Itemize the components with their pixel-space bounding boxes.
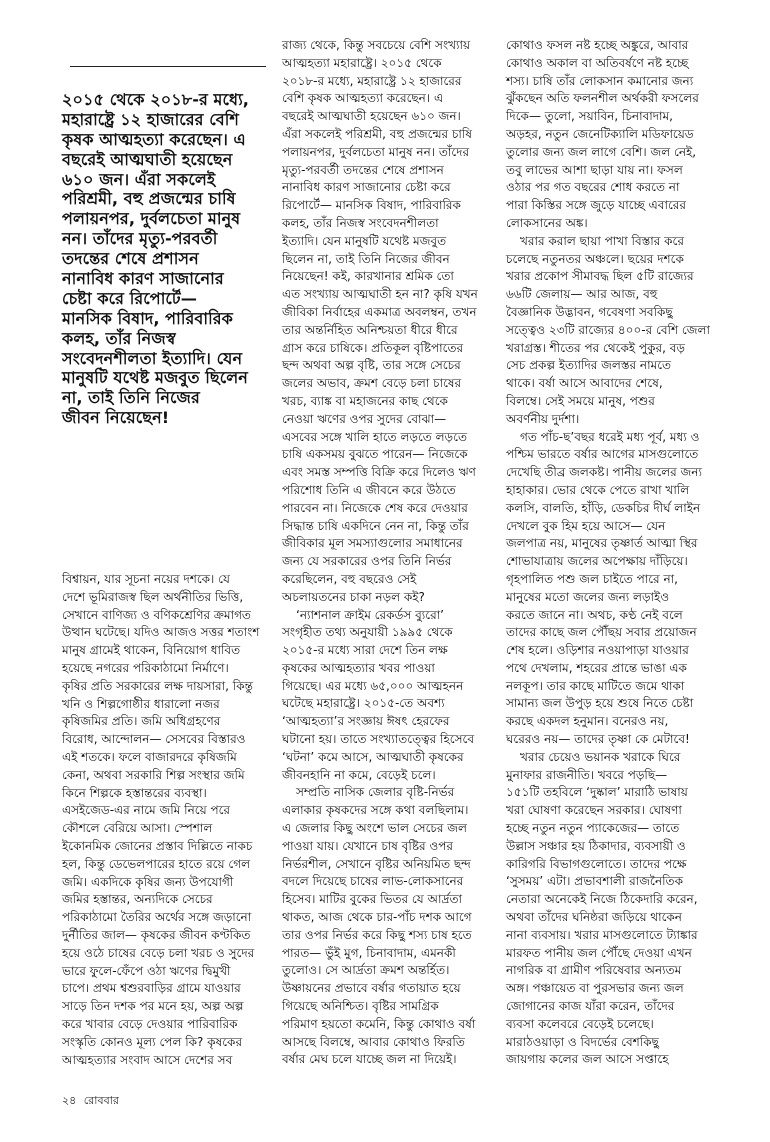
text-line: রিপোর্টে— মানসিক বিষাদ, পারিবারিক [282, 198, 461, 213]
text-line: দুর্নীতির জাল— কৃষকের জীবন কণ্টকিত [62, 927, 251, 942]
text-line: উষ্ণায়নের প্রভাবে বর্ষার গতায়াত হয়ে [282, 981, 461, 996]
text-line: তার ওপর নির্ভর করে কিছু শস্য চাষ হতে [282, 927, 472, 942]
text-line: হয়ে ওঠে চাষের বেড়ে চলা খরচ ও সুদের [62, 945, 255, 960]
text-line: করতে জানে না। অথচ, কণ্ঠ নেই বলে [506, 607, 683, 622]
paragraph [62, 571, 282, 1069]
text-line: ঝুঁকছেন অতি ফলনশীল অর্থকরী ফসলের [506, 91, 699, 106]
text-line: তুলোও। সে আর্দ্রতা ক্রমশ অন্তর্হিত। [282, 963, 450, 978]
text-line: তাদের কাছে জল পৌঁছয় সবার প্রয়োজন [506, 625, 697, 640]
text-line: এই শতকে। ফলে বাজারদরে কৃষিজমি [62, 749, 237, 764]
pull-quote-line: ৬১০ জন। এঁরা সকলেই [62, 169, 216, 189]
text-line: শেষ হলে। ওড়িশার নওয়াপাড়া যাওয়ার [506, 643, 689, 658]
pull-quote-line: নন। তাঁদের মৃত্যু-পরবর্তী [62, 229, 218, 249]
text-line: দিকে— তুলো, সয়াবিন, চিনাবাদাম, [506, 109, 673, 124]
text-line: জন্য যে সরকারের ওপর তিনি নির্ভর [282, 554, 452, 569]
text-line: অবর্ণনীয় দুর্দশা। [506, 411, 580, 426]
text-line: দেখলে বুক হিম হয়ে আসে— যেন [506, 518, 666, 533]
text-line: সংস্কৃতি কোনও মূল্য পেল কি? কৃষকের [62, 1034, 243, 1049]
text-line: জমির হস্তান্তর, অন্যদিকে সেচের [62, 892, 213, 907]
text-line: শস্য। চাষি তাঁর লোকসান কমানোর জন্য [506, 73, 694, 88]
paragraph [506, 233, 726, 429]
text-line: ‘আত্মহত্যা’র সংজ্ঞায় ঈষৎ হেরফের [282, 714, 450, 729]
text-line: চাপে। প্রথম শ্বশুরবাড়ির গ্রামে যাওয়ার [62, 981, 241, 996]
text-line: কলহ, তাঁর নিজস্ব সংবেদনশীলতা [282, 215, 439, 230]
text-line: এলাকার কৃষকদের সঙ্গে কথা বলছিলাম। [282, 803, 469, 818]
text-line: কৃষিজমির প্রতি। জমি অধিগ্রহণের [62, 714, 221, 729]
text-line: বর্ষার মেঘ চলে যাচ্ছে জল না দিয়েই। [282, 1052, 457, 1067]
text-line: পশ্চিম ভারতে বর্ষার আগের মাসগুলোতে [506, 447, 699, 462]
text-line: এসবের সঙ্গে খালি হাতে লড়তে লড়তে [282, 429, 467, 444]
text-line: সিদ্ধান্ত চাষি একদিনে নেন না, কিন্তু তাঁর [282, 518, 469, 533]
pull-quote-line: না, তাই তিনি নিজের [62, 388, 200, 408]
text-line: করছে একদল হনুমান। বনেরও নয়, [506, 714, 669, 729]
text-line: খরার চেয়েও ভয়ানক খরাকে ঘিরে [520, 749, 681, 764]
pull-quote-line: কলহ, তাঁর নিজস্ব [62, 328, 176, 348]
page-number: ২৪ [62, 1094, 77, 1107]
text-line: ঘটানো হয়। তাতে সংখ্যাতত্ত্বের হিসেবে [282, 732, 475, 747]
text-line: দেশে ভূমিরাজস্ব ছিল অর্থনীতির ভিত্তি, [62, 589, 244, 604]
text-line: থাকত, আজ থেকে চার-পাঁচ দশক আগে [282, 910, 472, 925]
text-line: জলের অভাব, ক্রমশ বেড়ে চলা চাষের [282, 376, 462, 391]
text-line: সত্ত্বেও ২৩টি রাজ্যের ৪০০-র বেশি জেলা [506, 322, 710, 337]
text-line: কৃষির প্রতি সরকারের লক্ষ দায়সারা, কিন্তু [62, 678, 253, 693]
text-line: নেতারা অনেকেই নিজে ঠিকেদারি করেন, [506, 892, 698, 907]
text-line: ঘরেরও নয়— তাদের তৃষ্ণা কে মেটাবে! [506, 732, 690, 747]
text-line: নানা ব্যবসায়। খরার মাসগুলোতে ট্যাঙ্কার [506, 927, 698, 942]
text-line: ‘ঘটনা’ কমে আসে, আত্মঘাতী কৃষকের [282, 749, 464, 764]
text-line: গ্রাস করে চাষিকে। প্রতিকূল বৃষ্টিপাতের [282, 340, 464, 355]
text-line: জীবিকার মূল সমস্যাগুলোর সমাধানের [282, 536, 463, 551]
pull-quote-line: মানসিক বিষাদ, পারিবারিক [62, 308, 233, 328]
text-line: নাগরিক বা গ্রামীণ পরিষেবার অন্যতম [506, 963, 682, 978]
text-line: কোথাও অকাল বা অতিবর্ষণে নষ্ট হচ্ছে [506, 55, 689, 70]
text-line: অঙ্গ। পঞ্চায়েত বা পুরসভার জন্য জল [506, 981, 684, 996]
text-line: এঁরা সকলেই পরিশ্রমী, বহু প্রজন্মের চাষি [282, 126, 472, 141]
pull-quote-line: নানাবিধ কারণ সাজানোর [62, 269, 224, 289]
text-line: ‘সুসময়’ এটা। প্রভাবশালী রাজনৈতিক [506, 874, 683, 889]
paragraph [506, 37, 726, 233]
text-line: বদলে দিয়েছে চাষের লাভ-লোকসানের [282, 874, 464, 889]
text-line: সেচ প্রকল্প ইত্যাদির জলস্তর নামতে [506, 358, 672, 373]
text-line: খরা ঘোষণা করেছেন সরকার। ঘোষণা [506, 803, 682, 818]
text-line: মারাঠওয়াড়া ও বিদর্ভের বেশকিছু [506, 1034, 659, 1049]
text-line: চলেছে নতুনতর অঞ্চলে। ছয়ের দশকে [506, 251, 684, 266]
text-line: পরিশোধ তিনি এ জীবনে করে উঠতে [282, 482, 456, 497]
text-line: কৌশলে বেরিয়ে আসা। স্পেশাল [62, 821, 213, 836]
text-line: সামান্য জল উপুড় হয়ে শুষে নিতে চেষ্টা [506, 696, 694, 711]
text-line: হাহাকার। ভোর থেকে পেতে রাখা খালি [506, 482, 690, 497]
text-line: বিরোধ, আন্দোলন— সেসবের বিস্তারও [62, 732, 246, 747]
text-line: ৬৬টি জেলায়— আর আজ, বহু [506, 287, 658, 302]
text-line: নির্ভরশীল, সেখানে বৃষ্টির অনিয়মিত ছন্দ [282, 856, 471, 871]
text-line: অথবা তাঁদের ঘনিষ্ঠরা জড়িয়ে থাকেন [506, 910, 682, 925]
text-line: তুলোর জন্য জল লাগে বেশি। জল নেই, [506, 144, 697, 159]
text-line: ব্যবসা কলেবরে বেড়েই চলেছে। [506, 1016, 654, 1031]
text-line: মারফত পানীয় জল পৌঁছে দেওয়া এখন [506, 945, 692, 960]
text-line: শোভাযাত্রায় জলের অপেক্ষায় দাঁড়িয়ে। [506, 554, 688, 569]
pull-quote [62, 90, 277, 428]
text-line: অড়হর, নতুন জেনেটিক্যালি মডিফায়েড [506, 126, 694, 141]
text-line: কিনে শিল্পকে হস্তান্তরের ব্যবস্থা। [62, 785, 207, 800]
text-line: পলায়নপর, দুর্বলচেতা মানুষ নন। তাঁদের [282, 144, 470, 159]
text-line: আত্মহত্যার সংবাদ আসে দেশের সব [62, 1052, 233, 1067]
text-line: করে খাবার বেড়ে দেওয়ার পারিবারিক [62, 1016, 238, 1031]
text-line: কারিগরি বিভাগগুলোতে। তাদের পক্ষে [506, 856, 687, 871]
text-line: কৃষকের আত্মহত্যার খবর পাওয়া [282, 660, 435, 675]
text-line: ইত্যাদি। যেন মানুষটি যথেষ্ট মজবুত [282, 233, 447, 248]
text-line: এসইজেড-এর নামে জমি নিয়ে পরে [62, 803, 231, 818]
text-line: খনি ও শিল্পগোষ্ঠীর ধারালো নজর [62, 696, 220, 711]
text-line: মানুষের মতো জলের জন্য লড়াইও [506, 589, 670, 604]
pull-quote-line: জীবন নিয়েছেন! [62, 408, 170, 428]
text-line: কেনা, অথবা সরকারি শিল্প সংস্থার জমি [62, 767, 245, 782]
magazine-name: রোববার [83, 1094, 119, 1107]
text-line: তবু লাভের আশা ছাড়া যায় না। ফসল [506, 162, 683, 177]
text-line: ছন্দ অথবা অল্প বৃষ্টি, তার সঙ্গে সেচের [282, 358, 461, 373]
text-line: জলপাত্র নয়, মানুষের তৃষ্ণার্ত আত্মা স্থির [506, 536, 698, 551]
text-line: অচলায়তনের চাকা নড়ল কই? [282, 589, 425, 604]
pull-quote-line: কৃষক আত্মহত্যা করেছেন। এ [62, 129, 246, 149]
pull-quote-top-rule [70, 66, 266, 67]
text-line: সাড়ে তিন দশক পর মনে হয়, অল্প অল্প [62, 999, 244, 1014]
text-line: জীবনহানি না কমে, বেড়েই চলে। [282, 767, 436, 782]
article-column-2 [282, 37, 502, 1069]
text-line: পরিকাঠামো তৈরির অর্থের সঙ্গে জড়ানো [62, 910, 252, 925]
text-line: এ জেলার কিছু অংশে ভাল সেচের জল [282, 821, 467, 836]
text-line: মৃত্যু-পরবর্তী তদন্তের শেষে প্রশাসন [282, 162, 444, 177]
text-line: বছরেই আত্মঘাতী হয়েছেন ৬১০ জন। [282, 109, 461, 124]
pull-quote-line: তদন্তের শেষে প্রশাসন [62, 249, 199, 269]
text-line: খরার প্রকোপ সীমাবদ্ধ ছিল ৫টি রাজ্যের [506, 269, 694, 284]
text-line: ১৫১টি তহবিলে ‘দুষ্কাল’ মারাঠি ভাষায় [506, 785, 688, 800]
text-line: পারবেন না। নিজেকে শেষ করে দেওয়ার [282, 500, 468, 515]
text-line: গৃহপালিত পশু জল চাইতে পারে না, [506, 571, 678, 586]
text-line: কলসি, বালতি, হাঁড়ি, ডেকচির দীর্ঘ লাইন [506, 500, 701, 515]
text-line: আত্মহত্যা মহারাষ্ট্রে। ২০১৫ থেকে [282, 55, 442, 70]
text-line: ২০১৮-র মধ্যে, মহারাষ্ট্রে ১২ হাজারের [282, 73, 462, 88]
text-line: এত সংখ্যায় আত্মঘাতী হন না? কৃষি যখন [282, 287, 478, 302]
text-line: পারা কিস্তির সঙ্গে জুড়ে যাচ্ছে এবারের [506, 198, 686, 213]
text-line: আসছে বিলম্বে, আবার কোথাও ফিরতি [282, 1034, 465, 1049]
text-line: হল, কিন্তু ডেভেলপারের হাতে রয়ে গেল [62, 856, 251, 871]
text-line: বেশি কৃষক আত্মহত্যা করেছেন। এ [282, 91, 444, 106]
text-line: জোগানের কাজ যাঁরা করেন, তাঁদের [506, 999, 675, 1014]
text-line: ২০১৫-র মধ্যে সারা দেশে তিন লক্ষ [282, 643, 448, 658]
text-line: বিশ্বায়ন, যার সূচনা নয়ের দশকে। যে [62, 572, 230, 586]
article-column-3 [506, 37, 726, 1069]
paragraph [506, 749, 726, 1069]
text-line: পাওয়া যায়। যেখানে চাষ বৃষ্টির ওপর [282, 838, 454, 853]
text-line: গত পাঁচ-ছ’বছর ধরেই মধ্য পূর্ব, মধ্য ও [520, 429, 700, 444]
text-line: গিয়েছে অনিশ্চিত। বৃষ্টির সামগ্রিক [282, 999, 439, 1014]
text-line: নলকূপ। তার কাছে মাটিতে জমে থাকা [506, 678, 685, 693]
text-line: নেওয়া ঋণের ওপর সুদের বোঝা— [282, 411, 447, 426]
paragraph [282, 784, 502, 1069]
text-line: পারত— ভুঁই মুগ, চিনাবাদাম, এমনকী [282, 945, 456, 960]
text-line: এবং সমস্ত সম্পত্তি বিক্রি করে দিলেও ঋণ [282, 465, 476, 480]
text-line: হয়েছে নগরের পরিকাঠামো নির্মাণে। [62, 660, 229, 675]
pull-quote-line: বছরেই আত্মঘাতী হয়েছেন [62, 149, 233, 169]
text-line: বৈজ্ঞানিক উদ্ভাবন, গবেষণা সবকিছু [506, 304, 673, 319]
text-line: পথে দেখলাম, শহরের প্রান্তে ভাঙা এক [506, 660, 687, 675]
text-line: উত্থান ঘটেছে। যদিও আজও সত্তর শতাংশ [62, 625, 260, 640]
paragraph [282, 37, 502, 607]
text-line: লোকসানের অঙ্ক। [506, 215, 588, 230]
text-line: দেখেছি তীব্র জলকষ্ট। পানীয় জলের জন্য [506, 465, 702, 480]
text-line: চাষি একসময় বুঝতে পারেন— নিজেকে [282, 447, 468, 462]
text-line: সম্প্রতি নাসিক জেলার বৃষ্টি-নির্ভর [296, 785, 455, 800]
text-line: থাকে। বর্ষা আসে আবাদের শেষে, [506, 376, 663, 391]
text-line: জীবিকা নির্বাহের একমাত্র অবলম্বন, তখন [282, 304, 477, 319]
text-line: মুনাফার রাজনীতি। খবরে পড়ছি— [506, 767, 668, 782]
text-line: ‘ন্যাশনাল ক্রাইম রেকর্ডস ব্যুরো’ [296, 607, 444, 622]
text-line: ঘটেছে মহারাষ্ট্রে। ২০১৫-তে অবশ্য [282, 696, 445, 711]
text-line: বিলম্বে। সেই সময়ে মানুষ, পশুর [506, 393, 655, 408]
pull-quote-line: ২০১৫ থেকে ২০১৮-র মধ্যে, [62, 90, 249, 109]
text-line: গিয়েছে। এর মধ্যে ৬৫,০০০ আত্মহনন [282, 678, 464, 693]
text-line: ওঠার পর গত বছরের শোধ করতে না [506, 180, 680, 195]
text-line: খরাগ্রস্ত। শীতের পর থেকেই পুকুর, বড় [506, 340, 685, 355]
text-line: হচ্ছে নতুন নতুন প্যাকেজের— তাতে [506, 821, 680, 836]
text-line: পরিমাণ হয়তো কমেনি, কিন্তু কোথাও বর্ষা [282, 1016, 476, 1031]
text-line: জমি। একদিকে কৃষির জন্য উপযোগী [62, 874, 234, 889]
text-line: নানাবিধ কারণ সাজানোর চেষ্টা করে [282, 180, 451, 195]
text-line: খরার করাল ছায়া পাখা বিস্তার করে [520, 233, 684, 248]
text-line: উল্লাস সঞ্চার হয় ঠিকাদার, ব্যবসায়ী ও [506, 838, 686, 853]
pull-quote-line: চেষ্টা করে রিপোর্টে— [62, 288, 197, 308]
pull-quote-line: সংবেদনশীলতা ইত্যাদি। যেন [62, 348, 243, 368]
article-column-1 [62, 571, 282, 1069]
paragraph [282, 607, 502, 785]
pull-quote-line: মহারাষ্ট্রে ১২ হাজারের বেশি [62, 109, 240, 129]
text-line: মানুষ গ্রামেই থাকেন, বিনিয়োগ ধাবিত [62, 643, 241, 658]
text-line: ইকোনমিক জোনের প্রস্তাব দিল্লিতে নাকচ [62, 838, 253, 853]
page-footer [62, 1092, 123, 1111]
text-line: কোথাও ফসল নষ্ট হচ্ছে অঙ্কুরে, আবার [506, 38, 689, 52]
text-line: রাজ্য থেকে, কিন্তু সবচেয়ে বেশি সংখ্যায় [282, 38, 471, 52]
pull-quote-line: মানুষটি যথেষ্ট মজবুত ছিলেন [62, 368, 248, 388]
text-line: ভারে ফুলে-ফেঁপে ওঠা ঋণের দ্বিমুখী [62, 963, 231, 978]
text-line: খরচ, ব্যাঙ্ক বা মহাজনের কাছ থেকে [282, 393, 448, 408]
pull-quote-line: পলায়নপর, দুর্বলচেতা মানুষ [62, 209, 241, 229]
text-line: জায়গায় কলের জল আসে সপ্তাহে [506, 1052, 669, 1067]
paragraph [506, 429, 726, 749]
text-line: নিয়েছেন! কই, কারখানার শ্রমিক তো [282, 269, 454, 284]
text-line: তার অন্তর্নিহিত অনিশ্চয়তা ধীরে ধীরে [282, 322, 458, 337]
text-line: সেখানে বাণিজ্য ও বণিকশ্রেণির ক্রমাগত [62, 607, 251, 622]
pull-quote-line: পরিশ্রমী, বহু প্রজন্মের চাষি [62, 189, 236, 209]
text-line: করেছিলেন, বহু বছরেও সেই [282, 571, 417, 586]
text-line: ছিলেন না, তাই তিনি নিজের জীবন [282, 251, 450, 266]
text-line: হিসেব। মাটির বুকের ভিতর যে আর্দ্রতা [282, 892, 462, 907]
text-line: সংগৃহীত তথ্য অনুযায়ী ১৯৯৫ থেকে [282, 625, 453, 640]
